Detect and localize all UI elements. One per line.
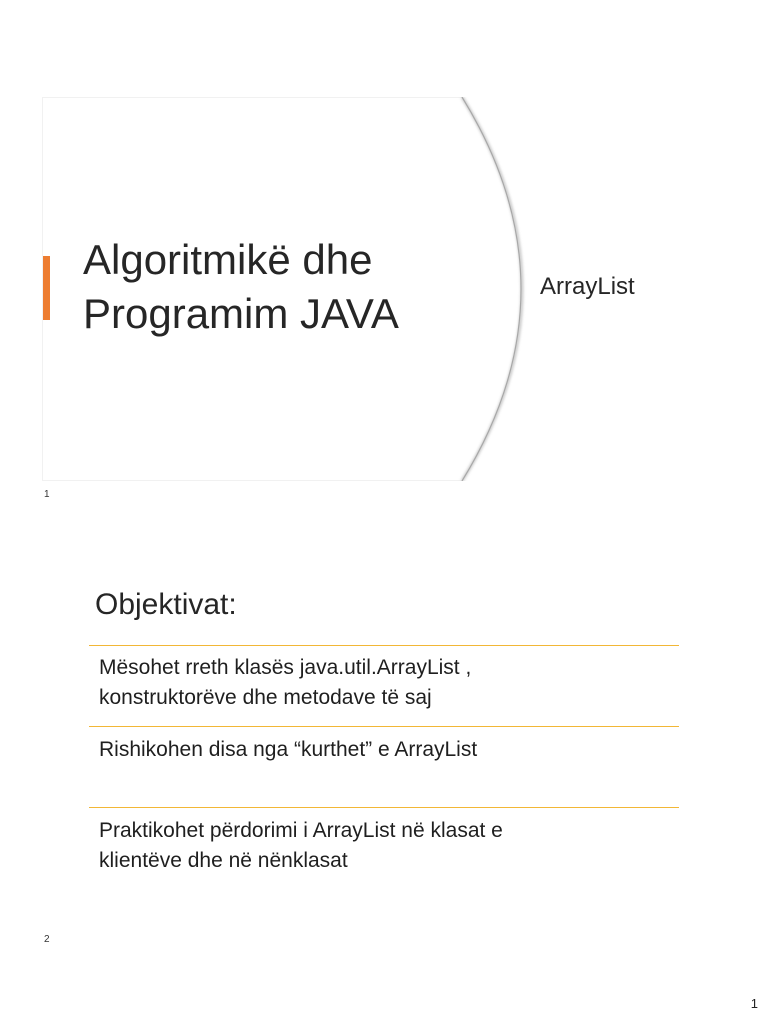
title-line-1: Algoritmikë dhe: [83, 236, 373, 283]
divider-rule: [89, 645, 679, 646]
slide-1: [42, 97, 678, 481]
objective-3-line-1: Praktikohet përdorimi i ArrayList në klasat e: [99, 819, 503, 842]
objective-item-3: [99, 816, 659, 876]
slide-2-title: Objektivat:: [95, 588, 237, 621]
slide-1-subtitle: ArrayList: [540, 273, 635, 300]
objective-item-2: [99, 735, 659, 765]
divider-rule: [89, 726, 679, 727]
accent-bar: [43, 256, 50, 320]
objective-1-line-2: konstruktorëve dhe metodave të saj: [99, 686, 432, 709]
objective-2-line-1: Rishikohen disa nga “kurthet” e ArrayList: [99, 738, 478, 761]
slide-1-title: [83, 233, 453, 341]
objective-3-line-2: klientëve dhe në nënklasat: [99, 849, 348, 872]
slide-1-number: 1: [44, 489, 50, 500]
title-line-2: Programim JAVA: [83, 290, 399, 337]
page-number: 1: [750, 996, 758, 1011]
slide-2-number: 2: [44, 934, 50, 945]
divider-rule: [89, 807, 679, 808]
objective-1-line-1: Mësohet rreth klasës java.util.ArrayList ,: [99, 656, 472, 679]
objective-item-1: [99, 653, 659, 713]
